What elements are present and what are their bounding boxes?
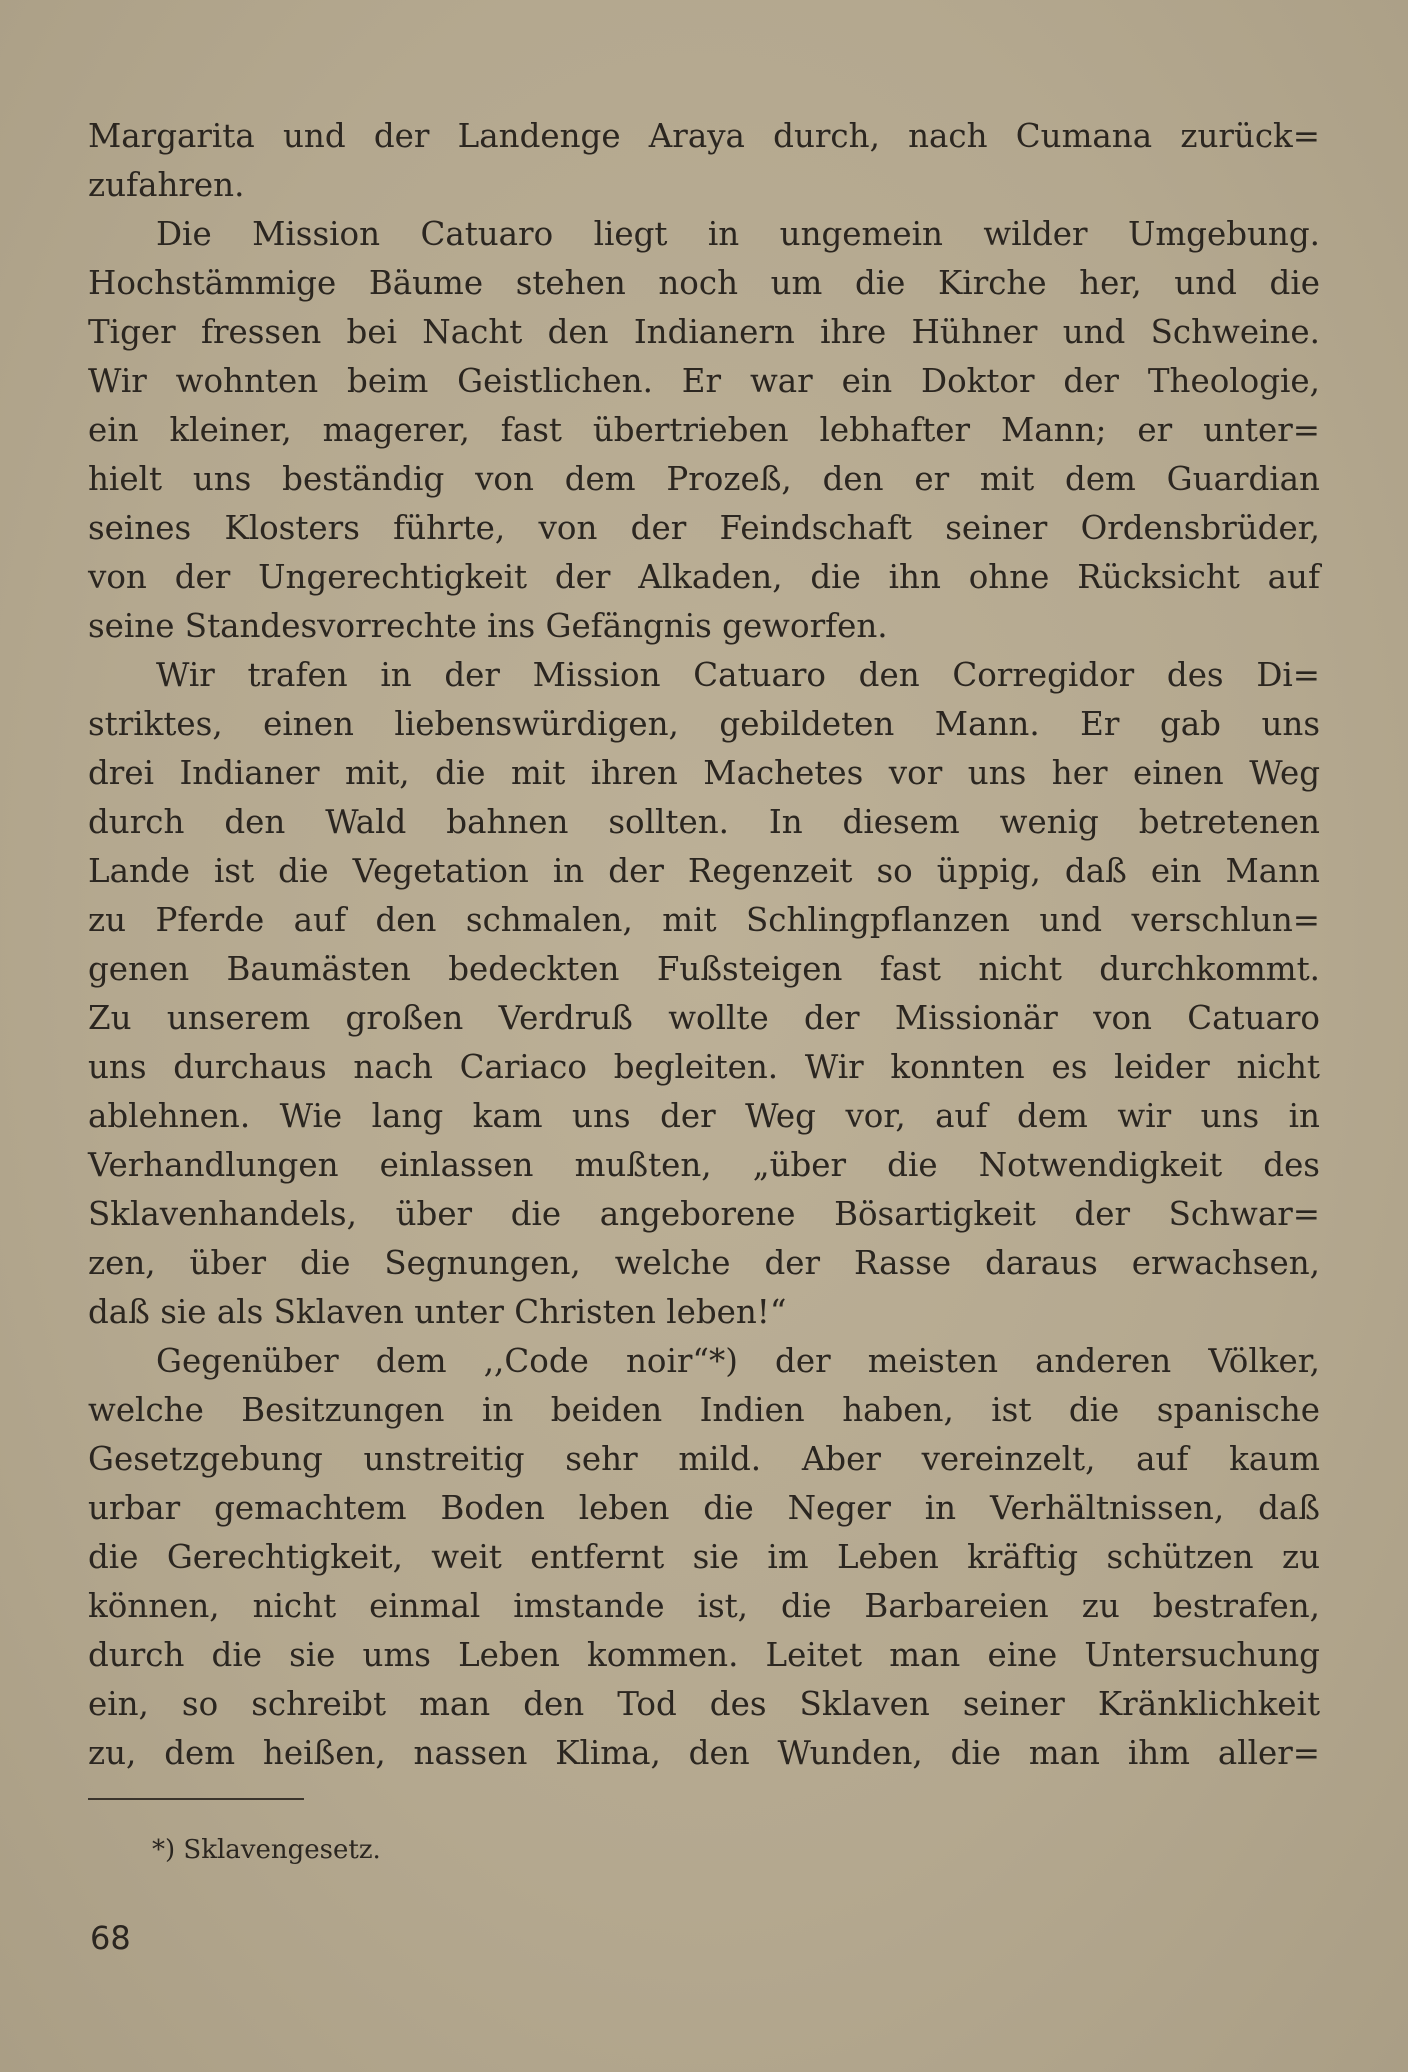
text-line: Wir wohnten beim Geistlichen. Er war ein Doktor der Theologie, [88,362,1320,400]
text-line: daß sie als Sklaven unter Christen leben!“ [88,1293,787,1331]
text-line: Verhandlungen einlassen mußten, „über die Notwendigkeit des [88,1146,1320,1184]
page-number: 68 [90,1919,131,1957]
text-line: uns durchaus nach Cariaco begleiten. Wir konnten es leider nicht [88,1048,1320,1086]
text-line: zu, dem heißen, nassen Klima, den Wunden, die man ihm aller= [88,1734,1320,1772]
text-line: seines Klosters führte, von der Feindschaft seiner Ordensbrüder, [88,509,1320,547]
text-line: genen Baumästen bedeckten Fußsteigen fast nicht durchkommt. [88,950,1320,988]
text-line: durch den Wald bahnen sollten. In diesem wenig betretenen [88,803,1320,841]
text-line: Zu unserem großen Verdruß wollte der Missionär von Catuaro [88,999,1320,1037]
text-line: durch die sie ums Leben kommen. Leitet man eine Untersuchung [88,1636,1320,1674]
text-line: ablehnen. Wie lang kam uns der Weg vor, auf dem wir uns in [88,1097,1320,1135]
text-line: Margarita und der Landenge Araya durch, nach Cumana zurück= [88,117,1320,155]
text-line: Lande ist die Vegetation in der Regenzeit so üppig, daß ein Mann [88,852,1320,890]
text-line: striktes, einen liebenswürdigen, gebildeten Mann. Er gab uns [88,705,1320,743]
text-line: urbar gemachtem Boden leben die Neger in Verhältnissen, daß [88,1489,1320,1527]
text-line: hielt uns beständig von dem Prozeß, den er mit dem Guardian [88,460,1320,498]
body-text [88,112,1320,1778]
book-page [88,100,1320,2060]
text-line: drei Indianer mit, die mit ihren Machetes vor uns her einen Weg [88,754,1320,792]
text-line: Hochstämmige Bäume stehen noch um die Kirche her, und die [88,264,1320,302]
text-line: welche Besitzungen in beiden Indien haben, ist die spanische [88,1391,1320,1429]
text-line: ein, so schreibt man den Tod des Sklaven seiner Kränklichkeit [88,1685,1320,1723]
text-line: die Gerechtigkeit, weit entfernt sie im Leben kräftig schützen zu [88,1538,1320,1576]
footnote: *) Sklavengesetz. [152,1835,381,1865]
text-line: Sklavenhandels, über die angeborene Bösartigkeit der Schwar= [88,1195,1320,1233]
text-line: von der Ungerechtigkeit der Alkaden, die ihn ohne Rücksicht auf [88,558,1320,596]
text-line: können, nicht einmal imstande ist, die Barbareien zu bestrafen, [88,1587,1320,1625]
text-line: ein kleiner, magerer, fast übertrieben lebhafter Mann; er unter= [88,411,1320,449]
text-line: Wir trafen in der Mission Catuaro den Corregidor des Di= [156,656,1320,694]
text-line: zu Pferde auf den schmalen, mit Schlingpflanzen und verschlun= [88,901,1320,939]
text-line: Die Mission Catuaro liegt in ungemein wilder Umgebung. [156,215,1320,253]
text-line: Tiger fressen bei Nacht den Indianern ihre Hühner und Schweine. [88,313,1320,351]
footnote-rule [88,1798,304,1800]
text-line: Gesetzgebung unstreitig sehr mild. Aber vereinzelt, auf kaum [88,1440,1320,1478]
text-line: zufahren. [88,166,245,204]
text-line: seine Standesvorrechte ins Gefängnis geworfen. [88,607,888,645]
text-line: zen, über die Segnungen, welche der Rasse daraus erwachsen, [88,1244,1320,1282]
text-line: Gegenüber dem ,,Code noir“*) der meisten anderen Völker, [156,1342,1320,1380]
